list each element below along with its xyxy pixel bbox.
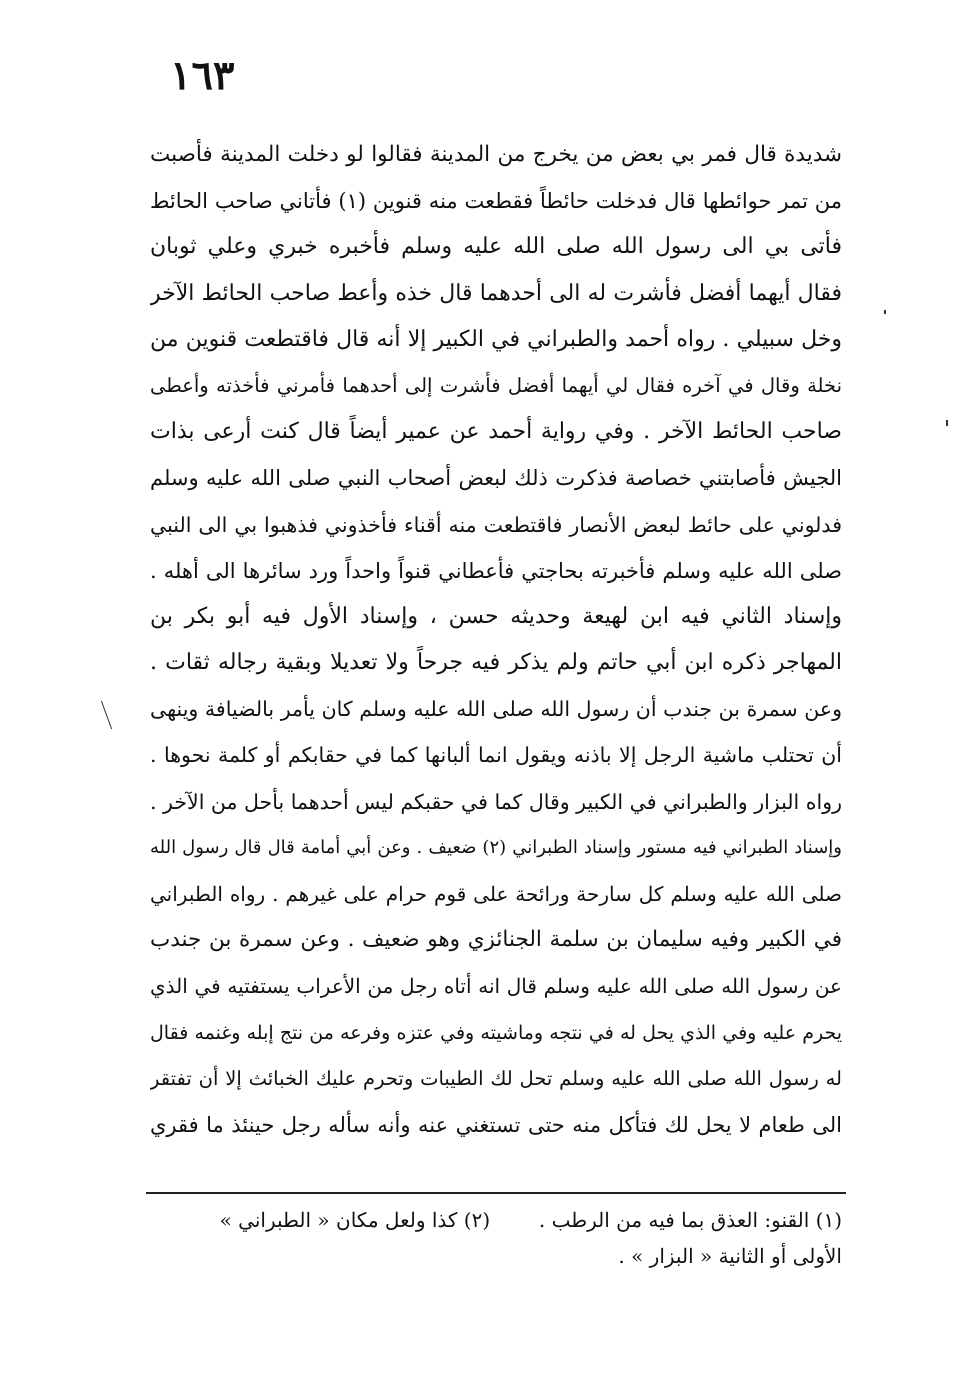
text-line: من تمر حوائطها قال فدخلت حائطاً فقطعت منه قنوين (١) فأتاني صاحب الحائط [150, 189, 842, 214]
text-line: شديدة قال فمر بي بعض من يخرج من المدينة فقالوا لو دخلت المدينة فأصبت [150, 142, 842, 167]
text-line: وإسناد الثاني فيه ابن لهيعة وحديثه حسن ، وإسناد الأول فيه أبو بكر بن [150, 603, 842, 629]
body-text [150, 132, 842, 1148]
footnotes [150, 1202, 842, 1274]
text-line: يحرم عليه وفي الذي يحل له في نتجه وماشيته وفي عتزه وفرعه من نتج إبله وغنمه فقال [150, 1021, 842, 1044]
footnote-divider [146, 1192, 846, 1194]
text-line: نخلة وقال في آخره فقال لي أيهما أفضل فأشرت إلى أحدهما فأمرني فأخذته وأعطى [150, 373, 842, 397]
text-line: وخل سبيلي . رواه أحمد والطبراني في الكبير إلا أنه قال فاقتطعت قنوين من [150, 326, 842, 352]
footnote-2-continuation: الأولى أو الثانية « البزار » . [618, 1244, 842, 1268]
footnote-line [150, 1202, 842, 1238]
footnote-1: (١) القنو: العذق بما فيه من الرطب . [538, 1208, 842, 1232]
scan-speck [101, 701, 112, 730]
page-number: ١٦٣ [170, 52, 235, 99]
text-line: صاحب الحائط الآخر . وفي رواية أحمد عن عمير أيضاً قال كنت أرعى بذات [150, 419, 842, 445]
scan-speck [946, 420, 948, 426]
text-line: أن تحتلب ماشية الرجل إلا باذنه ويقول انما ألبانها كما في حقابكم أو كلمة نحوها . [150, 743, 842, 768]
text-line: رواه البزار والطبراني في الكبير وقال كما في حقبكم ليس أحدهما بأحل من الآخر . [150, 789, 842, 814]
scan-speck [884, 310, 886, 314]
text-line: فدلوني على حائط لبعض الأنصار فاقتطعت منه أقناء فأخذوني فذهبوا بي الى النبي [150, 512, 842, 537]
text-line: فقال أيهما أفضل فأشرت له الى أحدهما قال خذه وأعط صاحب الحائط الآخر [150, 280, 842, 306]
text-line: في الكبير وفيه سليمان بن سلمة الجنائزي وهو ضعيف . وعن سمرة بن جندب [150, 927, 842, 953]
text-line: وإسناد الطبراني فيه مستور وإسناد الطبراني (٢) ضعيف . وعن أبي أمامة قال قال رسول الله [150, 836, 842, 858]
text-line: الجيش فأصابتني خصاصة فذكرت ذلك لبعض أصحاب النبي صلى الله عليه وسلم [150, 466, 842, 491]
text-line: عن رسول الله صلى الله عليه وسلم قال انه أتاه رجل من الأعراب يستفتيه في الذي [150, 974, 842, 999]
text-line: له رسول الله صلى الله عليه وسلم تحل لك الطيبات وتحرم عليك الخبائث إلا أن تفتقر [150, 1066, 842, 1090]
text-line: وعن سمرة بن جندب أن رسول الله صلى الله عليه وسلم كان يأمر بالضيافة وينهى [150, 697, 842, 722]
text-line: المهاجر ذكره ابن أبي حاتم ولم يذكر فيه جرحاً ولا تعديلا وبقية رجاله ثقات . [150, 650, 842, 676]
footnote-2: (٢) كذا ولعل مكان « الطبراني » [219, 1208, 491, 1232]
text-line: صلى الله عليه وسلم فأخبرته بحاجتي فأعطاني قنواً واحداً ورد سائرها الى أهله . [150, 558, 842, 583]
text-line: الى طعام لا يحل لك فتأكل منه حتى تستغني عنه وأنه سأله رجل حينئذ ما فقري [150, 1112, 842, 1137]
text-line: صلى الله عليه وسلم كل سارحة ورائحة على قوم حرام على غيرهم . رواه الطبراني [150, 882, 842, 906]
text-line: فأتى بي الى رسول الله صلى الله عليه وسلم فأخبره خبري وعلي ثوبان [150, 234, 842, 260]
